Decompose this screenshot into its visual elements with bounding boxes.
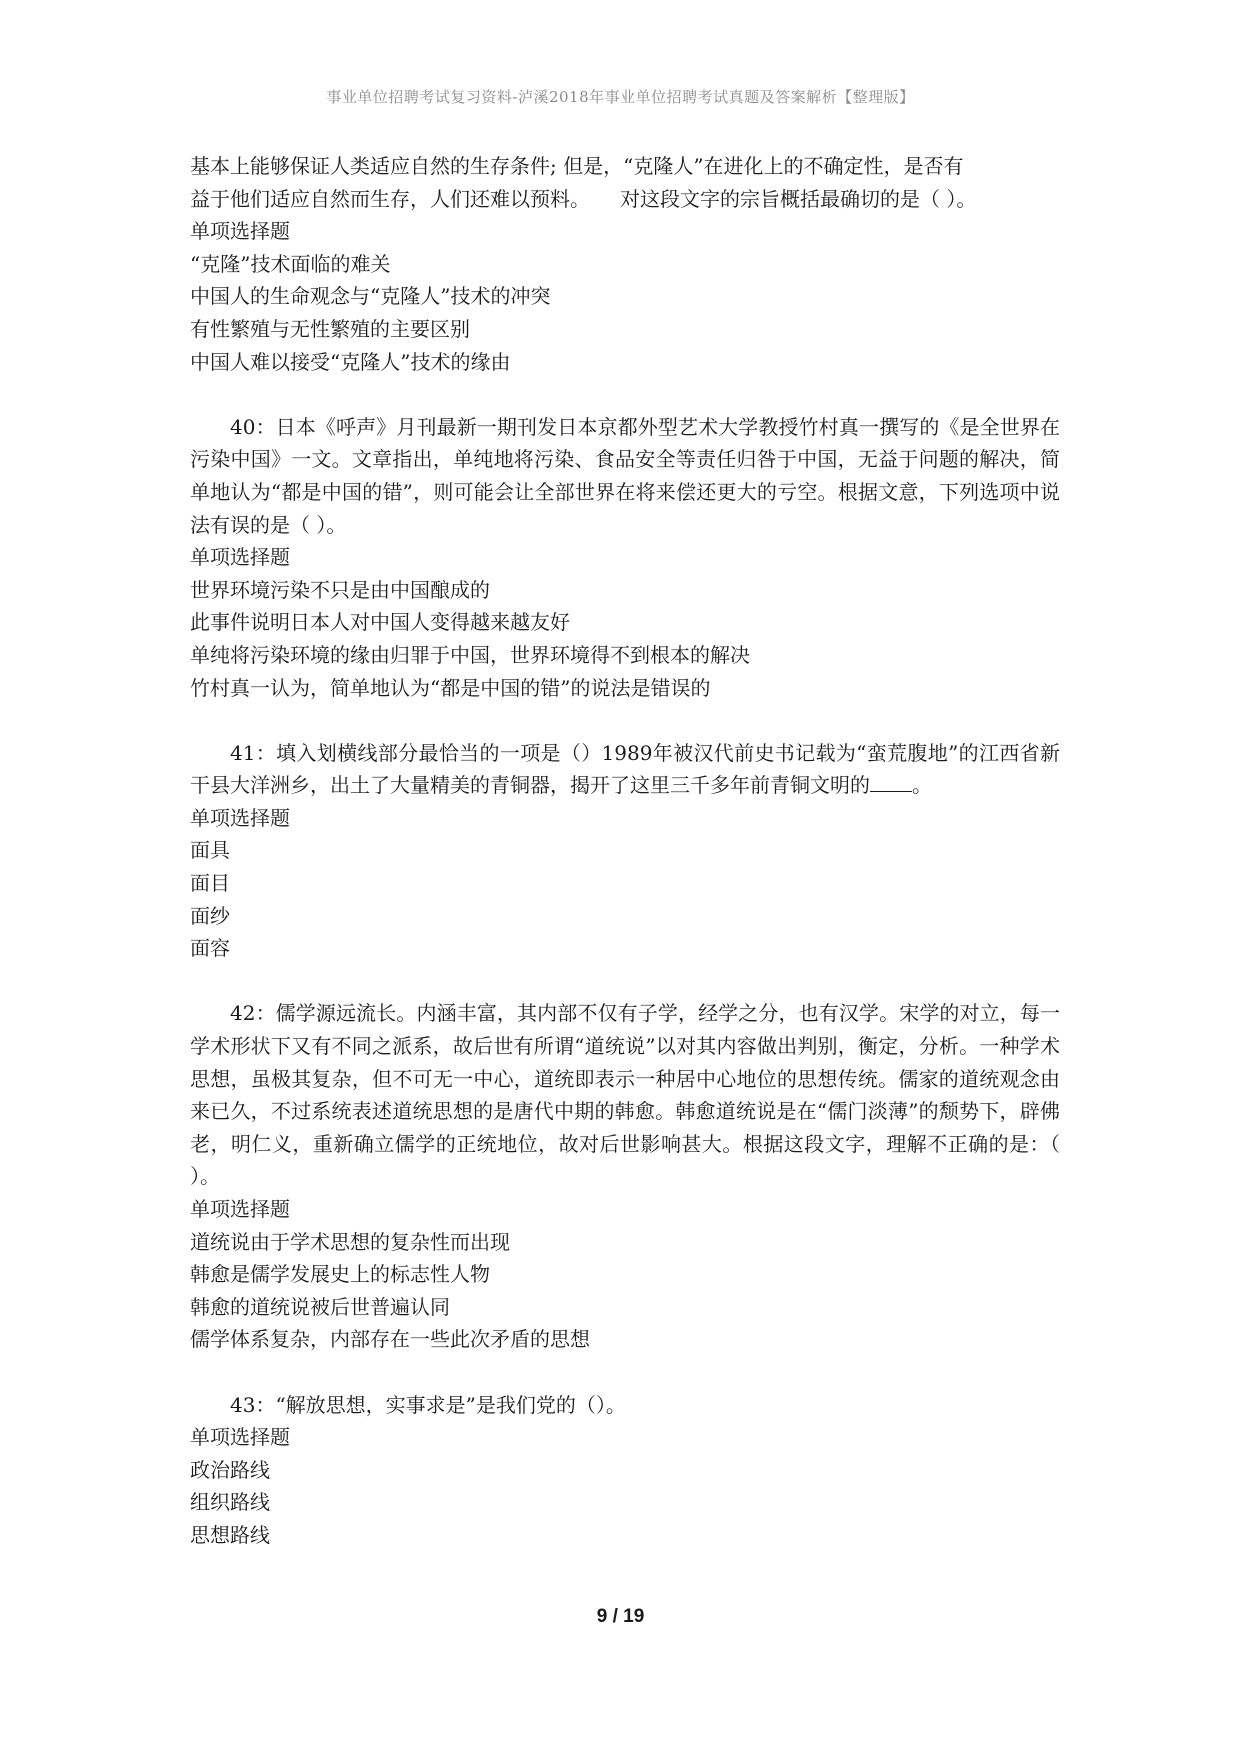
answer-option: 中国人难以接受“克隆人”技术的缘由 xyxy=(190,349,511,374)
answer-option: 竹村真一认为，简单地认为“都是中国的错”的说法是错误的 xyxy=(190,675,711,700)
answer-option: 世界环境污染不只是由中国酿成的 xyxy=(190,577,490,602)
question-stem-text: 41：填入划横线部分最恰当的一项是（）1989年被汉代前史书记载为“蛮荒腹地”的江西省新干县大洋洲乡，出土了大量精美的青铜器，揭开了这里三千多年前青铜文明的 xyxy=(190,740,1060,798)
answer-option: “克隆”技术面临的难关 xyxy=(190,251,391,276)
question-43 xyxy=(190,1389,1060,1552)
answer-option: 面纱 xyxy=(190,903,230,928)
answer-option: 道统说由于学术思想的复杂性而出现 xyxy=(190,1229,510,1254)
question-type: 单项选择题 xyxy=(190,1425,290,1450)
question-41 xyxy=(190,737,1060,965)
question-stem: 42：儒学源远流长。内涵丰富，其内部不仅有子学，经学之分，也有汉学。宋学的对立，每一学术形状下又有不同之派系，故后世有所谓“道统说”以对其内容做出判别，衡定，分析。一种学术思想，虽极其复杂，但不可无一中心，道统即表示一种居中心地位的思想传统。儒家的道统观念由来已久，不过系统表述道统思想的是唐代中期的韩愈。韩愈道统说是在“儒门淡薄”的颓势下，辟佛老，明仁义，重新确立儒学的正统地位，故对后世影响甚大。根据这段文字，理解不正确的是：（ ）。 xyxy=(190,1001,1060,1189)
question-40 xyxy=(190,411,1060,704)
question-stem: 40：日本《呼声》月刊最新一期刊发日本京都外型艺术大学教授竹村真一撰写的《是全世界在污染中国》一文。文章指出，单纯地将污染、食品安全等责任归咎于中国，无益于问题的解决，简单地认为“都是中国的错”，则可能会让全部世界在将来偿还更大的亏空。根据文意，下列选项中说法有误的是（ ）。 xyxy=(190,414,1060,537)
answer-option: 单纯将污染环境的缘由归罪于中国，世界环境得不到根本的解决 xyxy=(190,642,750,667)
question-stem xyxy=(190,737,1060,802)
question-stem: 43：“解放思想，实事求是”是我们党的（）。 xyxy=(230,1392,626,1417)
question-stem-end: 。 xyxy=(912,773,932,798)
answer-option: 面容 xyxy=(190,936,230,961)
document-body xyxy=(190,150,1060,1552)
page-number: 9 / 19 xyxy=(596,1606,645,1627)
answer-option: 面具 xyxy=(190,838,230,863)
answer-option: 政治路线 xyxy=(190,1457,270,1482)
question-stem-line: 益于他们适应自然而生存，人们还难以预料。 对这段文字的宗旨概括最确切的是（ ）。 xyxy=(190,186,977,211)
answer-option: 有性繁殖与无性繁殖的主要区别 xyxy=(190,316,470,341)
question-39 xyxy=(190,150,1060,378)
answer-option: 此事件说明日本人对中国人变得越来越友好 xyxy=(190,610,570,635)
question-stem-line: 基本上能够保证人类适应自然的生存条件; 但是，“克隆人”在进化上的不确定性，是否有 xyxy=(190,154,964,178)
question-type: 单项选择题 xyxy=(190,219,290,244)
question-type: 单项选择题 xyxy=(190,545,290,570)
question-type: 单项选择题 xyxy=(190,805,290,830)
question-type: 单项选择题 xyxy=(190,1197,290,1221)
answer-option: 面目 xyxy=(190,871,230,896)
answer-option: 中国人的生命观念与“克隆人”技术的冲突 xyxy=(190,284,551,309)
question-42 xyxy=(190,997,1060,1356)
answer-option: 韩愈的道统说被后世普遍认同 xyxy=(190,1294,450,1319)
answer-option: 儒学体系复杂，内部存在一些此次矛盾的思想 xyxy=(190,1327,590,1352)
page-header: 事业单位招聘考试复习资料-泸溪2018年事业单位招聘考试真题及答案解析【整理版】 xyxy=(326,88,915,106)
fill-in-blank xyxy=(870,773,912,792)
answer-option: 组织路线 xyxy=(190,1490,270,1515)
answer-option: 思想路线 xyxy=(190,1522,270,1547)
answer-option: 韩愈是儒学发展史上的标志性人物 xyxy=(190,1262,490,1287)
